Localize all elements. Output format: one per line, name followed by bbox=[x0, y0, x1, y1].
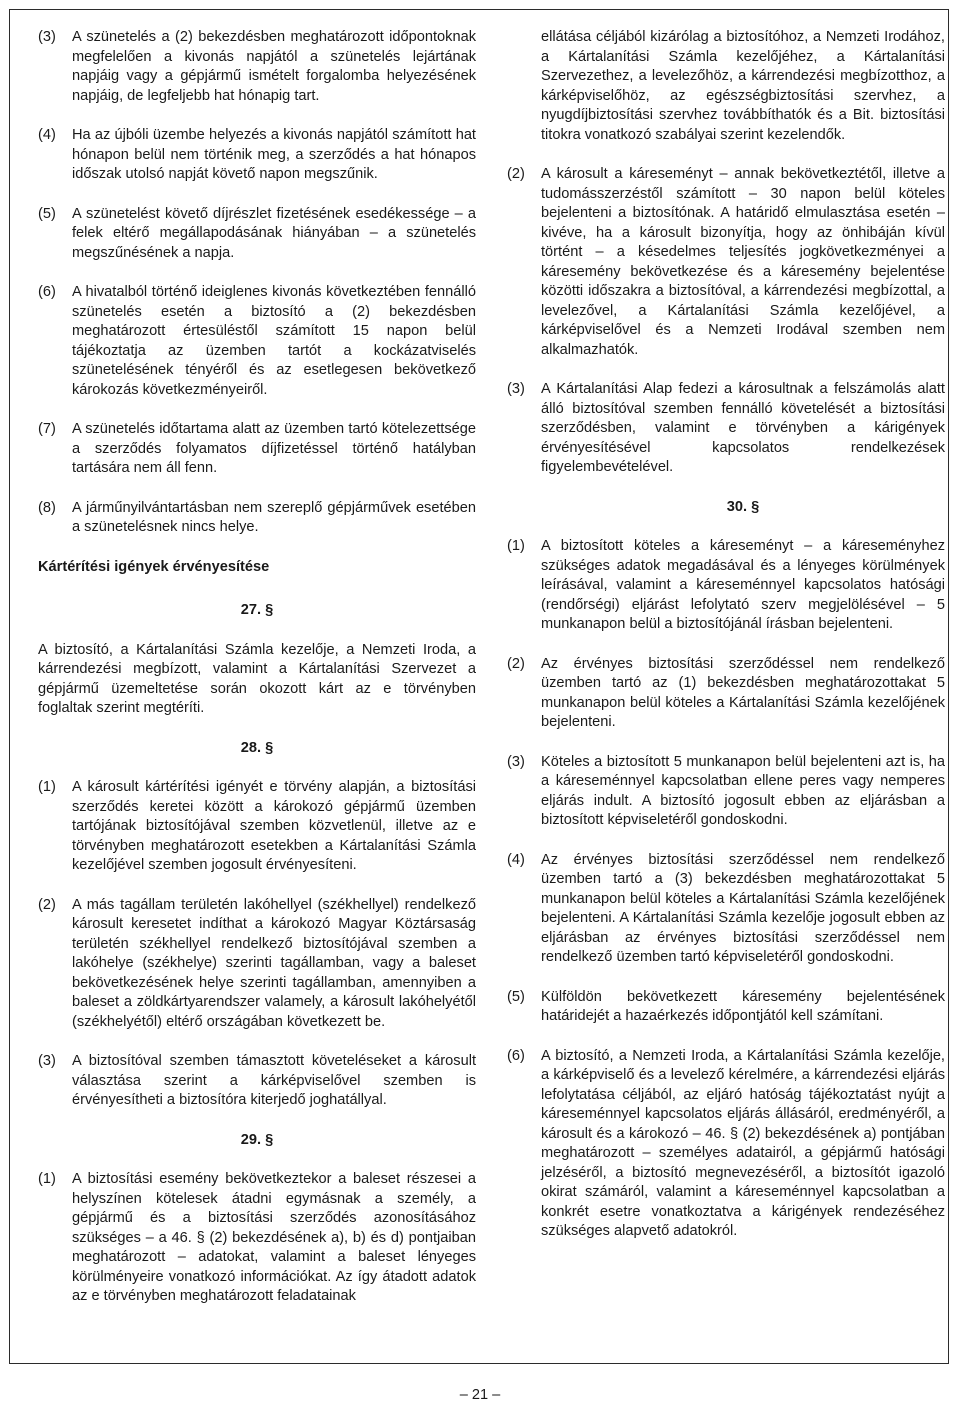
section-number: 28. § bbox=[240, 739, 274, 756]
paragraph-number: (6) bbox=[507, 1047, 525, 1064]
paragraph bbox=[38, 499, 476, 538]
paragraph-number: (2) bbox=[507, 166, 525, 182]
paragraph-number: (1) bbox=[38, 779, 56, 795]
paragraph-text: A Kártalanítási Alap fedezi a károsultnak a felszámolás alatt álló biztosítóval szemben fennálló követelését a biztosítási szerződésben, valamint e törvényben a kárigények érvényesítésével kapcsolatos rendelkezések figyelembevételével. bbox=[541, 381, 945, 475]
paragraph-number: (4) bbox=[38, 127, 56, 143]
paragraph-number: (7) bbox=[38, 421, 56, 437]
left-column bbox=[38, 28, 476, 1327]
paragraph bbox=[507, 380, 945, 478]
paragraph-text: A szünetelés időtartama alatt az üzemben tartó kötelezettsége a szerződés folyamatos díjfizetéssel történő hatályban tartására nem áll fenn. bbox=[72, 421, 476, 476]
paragraph-text: Az érvényes biztosítási szerződéssel nem rendelkező üzemben tartó a (3) bekezdésben meghatározottakat 5 munkanapon belül köteles a Kártalanítási Számla kezelőjének bejelenteni. A Kártalanítási Számla kezelője jogosult ebben az eljárásban az érvényes biztosítási szerződéssel nem rendelkező üzemben tartó képviseletéről gondoskodni. bbox=[541, 851, 945, 965]
paragraph-text: A biztosítási esemény bekövetkeztekor a baleset részesei a helyszínen kötelesek átadni egymásnak a személy, a gépjármű és a biztosítási szerződés azonosításához szükséges – a 46. § (2) bekezdésének a), b) és d) pontjaiban meghatározott – adatokat, valamint a baleset lényeges körülményeire vonatkozó információkat. Az így átadott adatok az e törvényben meghatározott feladatainak bbox=[72, 1171, 476, 1304]
paragraph-text: A biztosító, a Kártalanítási Számla kezelője, a Nemzeti Iroda, a kárrendezési megbízott, valamint a Kártalanítási Szervezet a gépjármű üzemeltetése során okozott kárt az e törvényben foglaltak szerint megtéríti. bbox=[38, 641, 476, 716]
section-number: 27. § bbox=[240, 602, 274, 618]
section-number: 29. § bbox=[240, 1131, 274, 1148]
paragraph-text: Ha az újbóli üzembe helyezés a kivonás napjától számított hat hónapon belül nem történik meg, a szerződés a hat hónapos időszak utolsó napját követő napon megszűnik. bbox=[72, 127, 476, 182]
paragraph-number: (8) bbox=[38, 499, 56, 516]
paragraph-number: (3) bbox=[507, 381, 525, 397]
paragraph-number: (3) bbox=[38, 29, 56, 45]
paragraph-number: (4) bbox=[507, 851, 525, 868]
page-number: – 21 – bbox=[459, 1387, 501, 1403]
paragraph-text: Köteles a biztosított 5 munkanapon belül bejelenteni azt is, ha a káreseménnyel kapcsolatban ellene peres vagy nemperes eljárás indult. A biztosító jogosult ebben az eljárásban a biztosított képviseletéről gondoskodni. bbox=[541, 753, 945, 828]
paragraph-text: A biztosított köteles a káreseményt – a káreseményhez szükséges adatok megadásával és a lényeges körülmények leírásával, valamint a káreseménnyel kapcsolatos hatósági (rendőrségi) eljárást lefolytató szerv megjelölésével – 5 munkanapon belül a biztosítójánál írásban bejelenteni. bbox=[541, 538, 945, 632]
paragraph-text: Külföldön bekövetkezett káresemény bejelentésének határidejét a hazaérkezés időpontjától kell számítani. bbox=[541, 988, 945, 1024]
paragraph bbox=[38, 126, 476, 185]
paragraph bbox=[507, 655, 945, 733]
paragraph bbox=[507, 753, 945, 831]
paragraph bbox=[38, 28, 476, 106]
paragraph-number: (1) bbox=[38, 1171, 56, 1187]
paragraph-number: (5) bbox=[38, 205, 56, 222]
paragraph-text: A szünetelés a (2) bekezdésben meghatározott időpontoknak megfelelően a kivonás napjától a szünetelés lejártának napjáig vagy a gépjármű ismételt forgalomba helyezésének napjáig, de legfeljebb hat hónapig tart. bbox=[72, 29, 476, 104]
paragraph-text: A károsult a káreseményt – annak bekövetkeztétől, illetve a tudomásszerzéstől számított – 30 napon belül köteles bejelenteni a biztosítónak. A határidő elmulasztása esetén – kivéve, ha a károsult bizonyítja, hogy az önhibáján kívül történt – a késedelmes teljesítés jogkövetkezményei a káresemény bekövetkezése és a káresemény bejelentése közötti időszakra a biztosítóval, a kárrendezési megbízottal, a levelezővel, a Kártalanítási Számla kezelőjével, a kárképviselővel és a Nemzeti Irodával szemben nem alkalmazhatók. bbox=[541, 166, 945, 358]
paragraph-number: (6) bbox=[38, 284, 56, 300]
paragraph-text: A más tagállam területén lakóhellyel (székhellyel) rendelkező károsult keresetet indíthat a károkozó Magyar Köztársaság területén székhellyel rendelkező biztosítójával szemben a lakóhelye (székhelye) szerinti tagállamban, vagy a baleset bekövetkezésének helye szerinti tagállamban, amennyiben a baleset a zöldkártyarendszer valamely, a károsult lakóhelyétől (székhelyétől) eltérő országában következett be. bbox=[72, 896, 476, 1030]
paragraph-text: A járműnyilvántartásban nem szereplő gépjárművek esetében a szünetelésnek nincs helye. bbox=[72, 499, 476, 535]
paragraph-number: (1) bbox=[507, 538, 525, 554]
paragraph-continuation bbox=[507, 28, 945, 145]
paragraph bbox=[38, 1052, 476, 1111]
paragraph-text: A biztosító, a Nemzeti Iroda, a Kártalanítási Számla kezelője, a kárképviselő és a levelező kérelmére, a kárrendezési eljárás lefolytatása céljából, az eljáró hatóság tájékoztatást nyújt a káreseménnyel kapcsolatos eljárás állásáról, eredményéről, a károsult és a károkozó – 46. § (2) bekezdésének a) pontjában meghatározott – személyes adatairól, a gépjármű hatósági jelzéséről, a biztosító megnevezéséről, a biztosítót igazoló okirat számáról, valamint a káreseménnyel kapcsolatban a konkrét esetre vonatkoztatva a kárigények rendezéséhez szükséges alapvető adatokról. bbox=[541, 1047, 945, 1239]
paragraph bbox=[38, 205, 476, 264]
paragraph-number: (2) bbox=[38, 896, 56, 913]
right-column bbox=[507, 28, 945, 1262]
paragraph-number: (2) bbox=[507, 655, 525, 672]
paragraph-number: (5) bbox=[507, 988, 525, 1005]
section-heading: Kártérítési igények érvényesítése bbox=[38, 558, 270, 575]
paragraph bbox=[38, 420, 476, 479]
page-frame bbox=[9, 9, 949, 1364]
paragraph bbox=[38, 283, 476, 400]
paragraph-text: Az érvényes biztosítási szerződéssel nem rendelkező üzemben tartó az (1) bekezdésben meghatározottakat 5 munkanapon belül köteles a Kártalanítási Számla kezelőjének bejelenteni. bbox=[541, 655, 945, 730]
paragraph bbox=[38, 778, 476, 876]
paragraph bbox=[507, 988, 945, 1027]
paragraph-text: A biztosítóval szemben támasztott követeléseket a károsult választása szerint a kárképviselővel szemben is érvényesítheti a biztosítóra kiterjedő joghatállyal. bbox=[72, 1053, 476, 1108]
paragraph-number: (3) bbox=[38, 1053, 56, 1069]
paragraph bbox=[38, 1170, 476, 1307]
paragraph bbox=[507, 165, 945, 360]
paragraph bbox=[507, 851, 945, 968]
section-number: 30. § bbox=[726, 498, 760, 515]
paragraph bbox=[507, 1047, 945, 1242]
paragraph-text: A károsult kártérítési igényét e törvény alapján, a biztosítási szerződés keretei között a károkozó gépjármű üzemben tartójának biztosítójával szemben közvetlenül, illetve az e törvényben meghatározott esetekben a Kártalanítási Számla kezelőjével szemben jogosult érvényesíteni. bbox=[72, 779, 476, 873]
paragraph bbox=[38, 896, 476, 1033]
paragraph-text: ellátása céljából kizárólag a biztosítóhoz, a Nemzeti Irodához, a Kártalanítási Számla kezelőjéhez, a Kártalanítási Szervezethez, a levelezőhöz, a kárrendezési megbízotthoz, a kárképviselőhöz, az egészségbiztosítási szervhez, a nyugdíjbiztosítási szervhez továbbíthatók és a Bit. biztosítási titokra vonatkozó szabályai szerint kezelendők. bbox=[541, 29, 945, 143]
paragraph-number: (3) bbox=[507, 753, 525, 770]
paragraph-text: A hivatalból történő ideiglenes kivonás következtében fennálló szünetelés esetén a biztosító a (2) bekezdésben meghatározott értesüléstől számított 15 napon belül tájékoztatja az üzemben tartót a kockázatviselés szünetelésének tényéről és az esetlegesen bekövetkező károkozás következményeiről. bbox=[72, 284, 476, 398]
paragraph-text: A szünetelést követő díjrészlet fizetésének esedékessége – a felek eltérő megállapodásának hiányában – a szünetelés megszűnésének a napja. bbox=[72, 205, 476, 261]
paragraph bbox=[507, 537, 945, 635]
